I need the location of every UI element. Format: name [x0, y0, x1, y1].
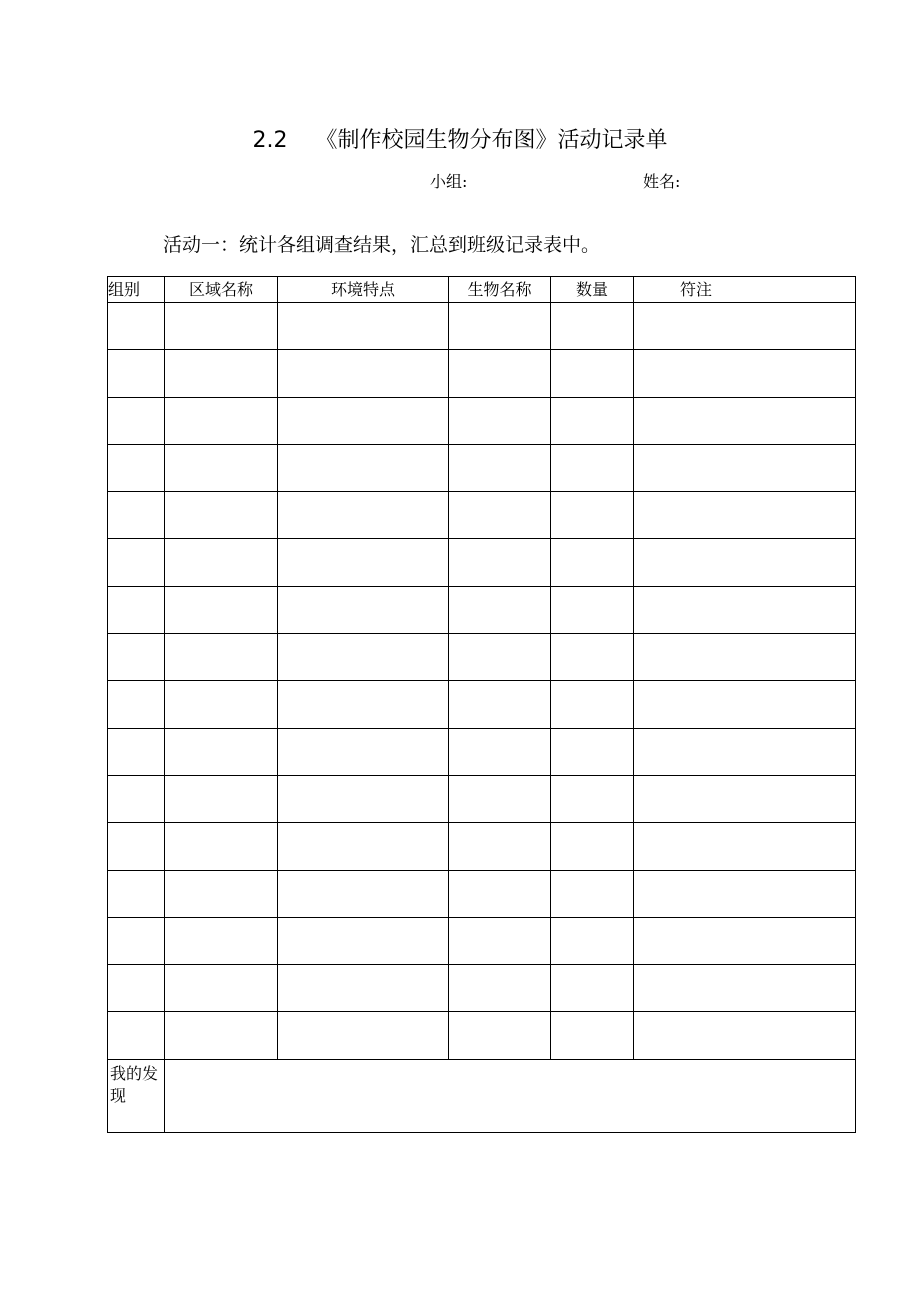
table-cell[interactable]	[634, 634, 856, 681]
table-cell[interactable]	[108, 303, 165, 350]
table-cell[interactable]	[165, 775, 278, 822]
table-cell[interactable]	[551, 728, 634, 775]
table-cell[interactable]	[634, 397, 856, 444]
column-header-quantity: 数量	[551, 277, 634, 303]
table-cell[interactable]	[551, 539, 634, 586]
table-cell[interactable]	[551, 965, 634, 1012]
table-cell[interactable]	[551, 303, 634, 350]
table-cell[interactable]	[108, 1012, 165, 1059]
group-field-label: 小组:	[430, 172, 468, 191]
table-cell[interactable]	[165, 634, 278, 681]
table-cell[interactable]	[108, 492, 165, 539]
table-cell[interactable]	[449, 775, 551, 822]
table-cell[interactable]	[449, 965, 551, 1012]
table-row	[108, 775, 856, 822]
table-row	[108, 870, 856, 917]
table-cell[interactable]	[449, 870, 551, 917]
table-cell[interactable]	[278, 586, 449, 633]
table-cell[interactable]	[278, 1012, 449, 1059]
table-cell[interactable]	[165, 539, 278, 586]
table-row	[108, 634, 856, 681]
table-cell[interactable]	[551, 350, 634, 397]
table-cell[interactable]	[551, 917, 634, 964]
table-cell[interactable]	[278, 444, 449, 491]
table-cell[interactable]	[449, 823, 551, 870]
table-cell[interactable]	[165, 870, 278, 917]
table-cell[interactable]	[108, 681, 165, 728]
table-cell[interactable]	[165, 1012, 278, 1059]
table-cell[interactable]	[278, 823, 449, 870]
table-cell[interactable]	[278, 492, 449, 539]
table-cell[interactable]	[551, 586, 634, 633]
table-cell[interactable]	[278, 539, 449, 586]
table-body	[108, 303, 856, 1060]
table-cell[interactable]	[449, 728, 551, 775]
table-cell[interactable]	[278, 775, 449, 822]
table-cell[interactable]	[449, 634, 551, 681]
table-cell[interactable]	[165, 303, 278, 350]
table-cell[interactable]	[634, 681, 856, 728]
table-row	[108, 1012, 856, 1059]
table-cell[interactable]	[449, 397, 551, 444]
table-cell[interactable]	[278, 917, 449, 964]
table-cell[interactable]	[449, 586, 551, 633]
table-cell[interactable]	[108, 444, 165, 491]
table-cell[interactable]	[634, 539, 856, 586]
table-cell[interactable]	[278, 965, 449, 1012]
table-cell[interactable]	[108, 539, 165, 586]
table-cell[interactable]	[278, 870, 449, 917]
table-row	[108, 728, 856, 775]
column-header-area-name: 区域名称	[165, 277, 278, 303]
table-row	[108, 681, 856, 728]
table-cell[interactable]	[449, 1012, 551, 1059]
table-cell[interactable]	[165, 823, 278, 870]
table-header-row	[108, 277, 856, 303]
table-cell[interactable]	[634, 775, 856, 822]
table-cell[interactable]	[449, 539, 551, 586]
table-cell[interactable]	[165, 586, 278, 633]
table-cell[interactable]	[165, 492, 278, 539]
table-cell[interactable]	[551, 775, 634, 822]
table-cell[interactable]	[449, 492, 551, 539]
table-cell[interactable]	[278, 397, 449, 444]
table-row	[108, 586, 856, 633]
table-cell[interactable]	[634, 870, 856, 917]
table-row	[108, 539, 856, 586]
table-cell[interactable]	[108, 397, 165, 444]
table-cell[interactable]	[108, 634, 165, 681]
activity-instruction: 活动一：统计各组调查结果，汇总到班级记录表中。	[163, 234, 601, 256]
table-cell[interactable]	[108, 870, 165, 917]
table-cell[interactable]	[449, 917, 551, 964]
column-header-environment: 环境特点	[278, 277, 449, 303]
table-row	[108, 303, 856, 350]
table-cell[interactable]	[551, 823, 634, 870]
title-text: 《制作校园生物分布图》活动记录单	[315, 128, 668, 153]
table-cell[interactable]	[449, 303, 551, 350]
table-cell[interactable]	[278, 681, 449, 728]
table-cell[interactable]	[634, 965, 856, 1012]
table-cell[interactable]	[449, 350, 551, 397]
table-row	[108, 823, 856, 870]
table-cell[interactable]	[278, 634, 449, 681]
table-cell[interactable]	[449, 444, 551, 491]
table-cell[interactable]	[108, 728, 165, 775]
title-number: 2.2	[252, 128, 288, 153]
table-cell[interactable]	[634, 728, 856, 775]
column-header-group: 组别	[108, 277, 165, 303]
table-cell[interactable]	[551, 492, 634, 539]
table-cell[interactable]	[165, 965, 278, 1012]
table-cell[interactable]	[108, 965, 165, 1012]
table-cell[interactable]	[165, 397, 278, 444]
table-cell[interactable]	[165, 728, 278, 775]
table-cell[interactable]	[108, 917, 165, 964]
table-cell[interactable]	[634, 350, 856, 397]
document-title	[0, 126, 920, 156]
table-cell[interactable]	[449, 681, 551, 728]
table-cell[interactable]	[634, 586, 856, 633]
table-cell[interactable]	[165, 681, 278, 728]
table-cell[interactable]	[165, 444, 278, 491]
column-header-notes: 符注	[634, 277, 856, 303]
table-row	[108, 397, 856, 444]
table-cell[interactable]	[165, 917, 278, 964]
table-cell[interactable]	[551, 397, 634, 444]
findings-cell[interactable]	[165, 1059, 856, 1132]
findings-label: 我的发现	[108, 1059, 165, 1132]
table-cell[interactable]	[278, 350, 449, 397]
table-cell[interactable]	[551, 444, 634, 491]
table-cell[interactable]	[634, 492, 856, 539]
table-cell[interactable]	[551, 681, 634, 728]
findings-row	[108, 1059, 856, 1132]
table-row	[108, 492, 856, 539]
table-cell[interactable]	[551, 1012, 634, 1059]
table-cell[interactable]	[551, 634, 634, 681]
table-cell[interactable]	[634, 1012, 856, 1059]
table-cell[interactable]	[634, 823, 856, 870]
record-table	[107, 276, 856, 1133]
table-cell[interactable]	[634, 444, 856, 491]
table-cell[interactable]	[165, 350, 278, 397]
name-field-label: 姓名:	[643, 172, 681, 191]
column-header-organism-name: 生物名称	[449, 277, 551, 303]
table-cell[interactable]	[551, 870, 634, 917]
table-cell[interactable]	[634, 917, 856, 964]
table-cell[interactable]	[278, 303, 449, 350]
table-cell[interactable]	[108, 823, 165, 870]
table-row	[108, 444, 856, 491]
table-cell[interactable]	[108, 775, 165, 822]
table-cell[interactable]	[278, 728, 449, 775]
table-row	[108, 350, 856, 397]
table-row	[108, 917, 856, 964]
table-cell[interactable]	[108, 350, 165, 397]
table-row	[108, 965, 856, 1012]
table-cell[interactable]	[634, 303, 856, 350]
table-cell[interactable]	[108, 586, 165, 633]
